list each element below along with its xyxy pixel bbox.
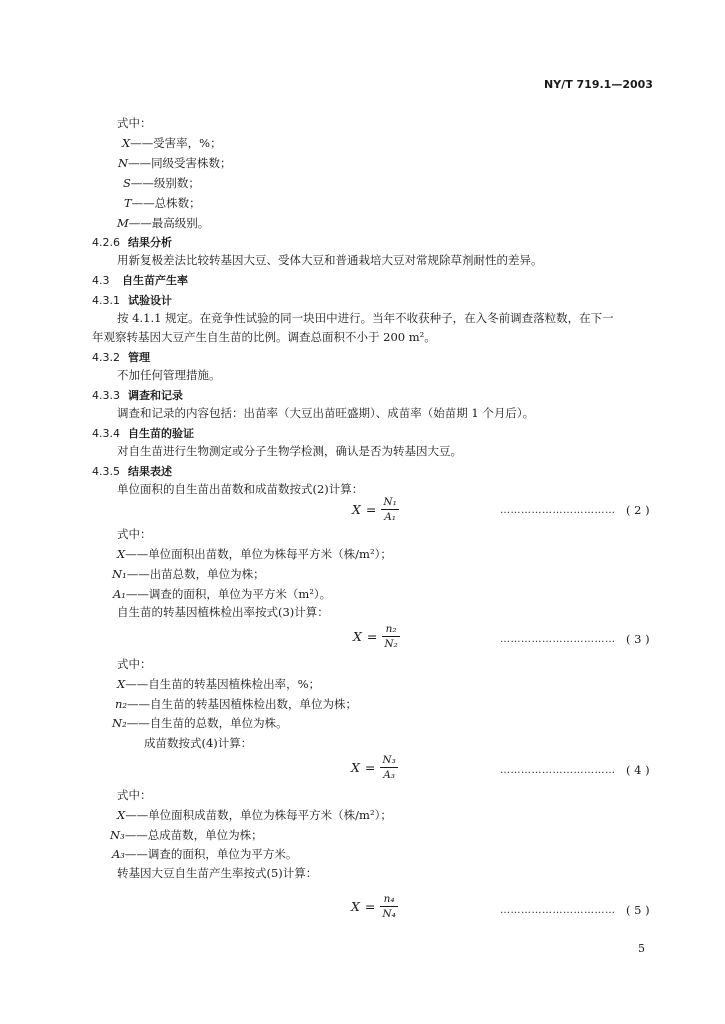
definition-item: N₁——出苗总数，单位为株； — [112, 567, 265, 581]
where-label: 式中： — [117, 527, 152, 541]
where-label: 式中： — [117, 788, 152, 802]
paragraph: 自生苗的转基因植株检出率按式(3)计算： — [117, 605, 329, 619]
formula-number: ( 5 ) — [626, 903, 650, 917]
formula-leader-dots: …………………………… — [500, 634, 616, 645]
definition-item: N₃——总成苗数，单位为株； — [110, 828, 263, 842]
formula-leader-dots: …………………………… — [500, 505, 616, 516]
section-body: 按 4.1.1 规定。在竞争性试验的同一块田中进行。当年不收获种子，在入冬前调查落粒数，在下一 — [117, 311, 614, 325]
definition-item: A₁——调查的面积，单位为平方米（m²）。 — [113, 587, 332, 601]
definition-item: A₃——调查的面积，单位为平方米。 — [112, 847, 298, 861]
paragraph: 转基因大豆自生苗产生率按式(5)计算： — [117, 866, 318, 880]
definition-item: N——同级受害株数； — [118, 156, 232, 170]
definition-item: N₂——自生苗的总数，单位为株。 — [112, 716, 288, 730]
section-heading-4-2-6: 4.2.6 结果分析 — [92, 236, 172, 249]
section-heading-4-3-5: 4.3.5 结果表述 — [92, 465, 172, 478]
formula-number: ( 3 ) — [626, 632, 650, 646]
section-heading-4-3-3: 4.3.3 调查和记录 — [92, 389, 183, 402]
section-heading-4-3-1: 4.3.1 试验设计 — [92, 294, 172, 307]
where-label: 式中： — [117, 657, 152, 671]
formula-3: X = $\frac{\text{n₂}}{\text{N₂}}$ — [353, 623, 398, 650]
definition-item: n₂——自生苗的转基因植株检出数，单位为株； — [115, 697, 358, 711]
formula-number: ( 2 ) — [626, 503, 650, 517]
section-body: 单位面积的自生苗出苗数和成苗数按式(2)计算： — [117, 482, 364, 496]
section-body: 年观察转基因大豆产生自生苗的比例。调查总面积不小于 200 m²。 — [92, 330, 436, 344]
formula-leader-dots: …………………………… — [500, 765, 616, 776]
definition-item: X——单位面积成苗数，单位为株每平方米（株/m²）； — [117, 808, 392, 822]
formula-leader-dots: …………………………… — [500, 905, 616, 916]
section-heading-4-3-4: 4.3.4 自生苗的验证 — [92, 427, 194, 440]
section-heading-4-3-2: 4.3.2 管理 — [92, 351, 150, 364]
definition-item: M——最高级别。 — [117, 216, 210, 230]
section-heading-4-3: 4.3 自生苗产生率 — [92, 274, 188, 287]
section-body: 调查和记录的内容包括：出苗率（大豆出苗旺盛期）、成苗率（始苗期 1 个月后）。 — [117, 406, 535, 420]
definition-item: X——单位面积出苗数，单位为株每平方米（株/m²）； — [117, 547, 392, 561]
section-body: 不加任何管理措施。 — [117, 368, 221, 382]
section-body: 对自生苗进行生物测定或分子生物学检测，确认是否为转基因大豆。 — [117, 444, 462, 458]
formula-5: X = $\frac{\text{n₄}}{\text{N₄}}$ — [351, 893, 396, 920]
formula-4: X = $\frac{\text{N₃}}{\text{A₃}}$ — [351, 754, 396, 781]
formula-number: ( 4 ) — [626, 763, 650, 777]
definition-item: T——总株数； — [124, 196, 201, 210]
definition-item: X——受害率，%； — [122, 136, 222, 150]
section-body: 用新复极差法比较转基因大豆、受体大豆和普通栽培大豆对常规除草剂耐性的差异。 — [117, 253, 543, 267]
standard-code-header: NY/T 719.1—2003 — [544, 78, 653, 91]
where-label: 式中： — [117, 116, 152, 130]
definition-item: S——级别数； — [123, 176, 200, 190]
formula-2: X = $\frac{\text{N₁}}{\text{A₁}}$ — [352, 496, 397, 523]
page-number: 5 — [638, 942, 645, 955]
definition-item: X——自生苗的转基因植株检出率，%； — [117, 677, 321, 691]
paragraph: 成苗数按式(4)计算： — [144, 736, 253, 750]
